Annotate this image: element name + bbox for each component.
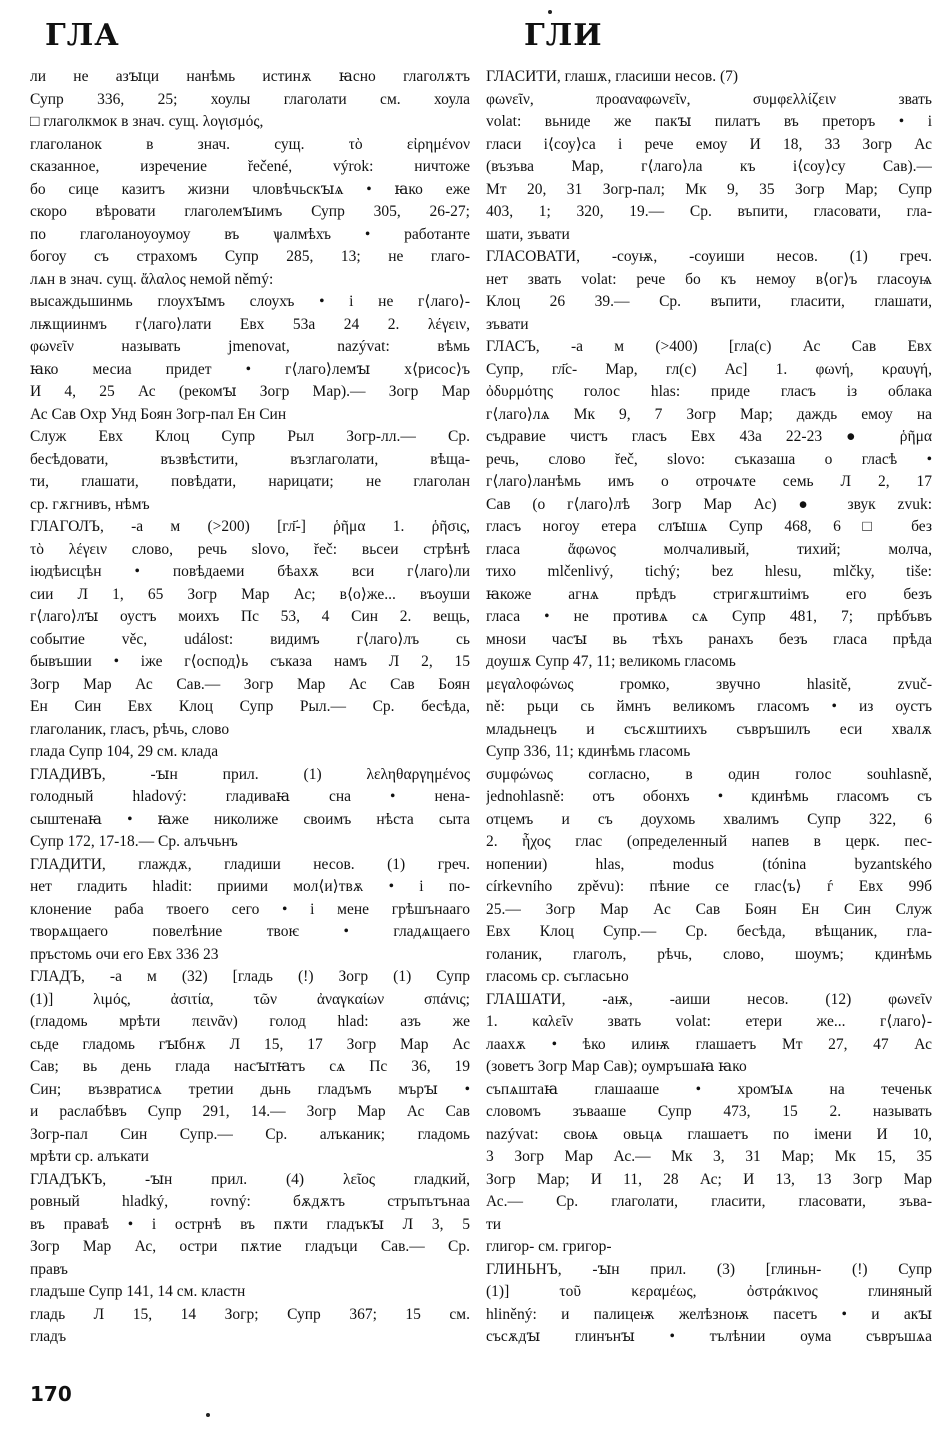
text-line: μεγαλοφώνως громко, звучно hlasitě, zvuč- — [486, 675, 932, 693]
text-line: Ас.— Ср. глаголати, гласити, гласовати, зъва- — [486, 1193, 932, 1210]
text-line: и раслабѣвъ Супр 291, 14.— Зогр Мар Ас Сав — [30, 1103, 470, 1120]
text-line: ně: рьци сь ймнъ великомъ гласомъ • из оустъ — [486, 698, 932, 715]
text-line: въ праваѣ • і острнѣ въ пѫти гладъкꙑ Л 3, 5 — [30, 1215, 470, 1233]
text-line: гласомь ср. съгласьно — [486, 968, 629, 985]
text-line: φωνεῖν, προαναφωνεῖν, συμφελλίζειν звать — [486, 90, 932, 108]
text-line: ровный hladký, rovný: бѫдѫтъ стръпътънаа — [30, 1193, 470, 1210]
text-line: Клоц 26 39.— Ср. въпити, гласити, глашати, — [486, 293, 932, 310]
text-line: гладъше Супр 141, 14 см. кластн — [30, 1283, 246, 1300]
text-line: нет гладить hladit: приими мол⟨и⟩твѫ • і по- — [30, 878, 470, 895]
text-line: církevního zpěvu): пѣние се глас⟨ъ⟩ ѓ Евх 99б — [486, 878, 932, 895]
text-line: Супр, гл҃с- Мар, гл(с) Ас] 1. φωνή, κραυγή, — [486, 360, 932, 378]
text-line: лѭщиинмъ г⟨лаго⟩лати Евх 53а 24 2. λέγειν, — [30, 315, 470, 333]
text-line: бесѣдовати, възвѣстити, възглаголати, вѣща- — [30, 450, 470, 468]
text-line: ти, глашати, повѣдати, нарицати; не глаголан — [30, 473, 470, 490]
text-line: гласа ἄφωνος молчаливый, тихий; молча, — [486, 540, 932, 558]
text-line: речь, слово řeč, slovo: съказаша о гласѣ • — [486, 450, 932, 468]
text-line: гладь Л 15, 14 Зогр; Супр 367; 15 см. — [30, 1305, 470, 1323]
print-speck — [548, 10, 552, 14]
text-line: зъвати — [486, 315, 529, 333]
text-line: ꙗко месиа придет • г⟨лаго⟩лемꙑ х⟨рисос⟩ъ — [30, 360, 470, 378]
text-line: Супр 336, 11; кдинѣмь гласомь — [486, 743, 691, 760]
text-line: ГЛАСИТИ, глашѫ, гласиши несов. (7) — [486, 68, 739, 85]
text-line: Ас Сав Охр Унд Боян Зогр-пал Ен Син — [30, 405, 287, 423]
text-line: лѧн в знач. сущ. ἄλαλος немой němý: — [30, 270, 274, 288]
text-line: τὸ λέγειν слово, речь slovo, řeč: вьсеи стрѣнѣ — [30, 540, 470, 558]
text-line: сказанное, изречение řečené, výrok: ничтоже — [30, 158, 470, 175]
text-line: φωνεῖν называть jmenovat, nazývat: вѣмь — [30, 338, 470, 355]
text-line: г⟨лаго⟩лѧ Мк 9, 7 Зогр Мар; даждь емоу на — [486, 405, 932, 423]
text-line: Зогр Мар Ас, остри пѫтие гладъци Сав.— Ср. — [30, 1238, 470, 1255]
text-line: сыштенаꙗ • ꙗже николиже своимъ нѣста сыта — [30, 810, 470, 828]
text-line: бывъшии • іже г⟨оспод⟩ь съказа намъ Л 2, 15 — [30, 653, 470, 670]
text-line: гладъ — [30, 1328, 67, 1345]
page-number: 170 — [30, 1382, 72, 1406]
text-line: Супр 336, 25; хоулы глаголати см. хоула — [30, 90, 470, 108]
text-line: нопении) hlas, modus (tónina byzantského — [486, 855, 932, 873]
text-line: съдравие чистъ гласъ Евх 43а 22-23 ● ῥῆμα — [486, 428, 932, 445]
text-line: шати, зъвати — [486, 225, 570, 243]
text-line: съсѫдꙑ глинънꙑ • тълѣнии оума съвръшѧа — [486, 1328, 932, 1345]
text-line: доушѫ Супр 47, 11; великомь гласомь — [486, 653, 736, 670]
text-line: нет звать volat: рече бо къ немоу в⟨ог⟩ъ гласоуѩ — [486, 270, 932, 288]
text-line: □ глаголкмок в знач. сущ. λογισμός, — [30, 113, 264, 130]
text-line: сии Л 1, 65 Зогр Мар Ас; в⟨о⟩же... въоуши — [30, 585, 470, 603]
print-speck — [206, 1413, 210, 1417]
text-line: 403, 1; 320, 19.— Ср. въпити, гласовати, гла- — [486, 203, 932, 220]
text-line: отцемъ и съ доухомь хвалимъ Супр 322, 6 — [486, 810, 932, 828]
text-line: гласъ ногоу етера слꙑшѧ Супр 468, 6 □ без — [486, 518, 932, 535]
text-line: συμφώνως согласно, в один голос souhlasně, — [486, 765, 932, 783]
text-line: Зогр-пал Син Супр.— Ср. алъканик; гладомь — [30, 1125, 470, 1143]
text-line: Син; възвратисѧ третии дьнь гладъмъ мърꙑ • — [30, 1080, 470, 1098]
text-line: nazývat: своѩ овьцѧ глашаетъ по імени И 10, — [486, 1125, 932, 1143]
text-line: ГЛАШАТИ, -аѭ, -аиши несов. (12) φωνεῖν — [486, 990, 932, 1008]
text-line: мноѕи часꙑ вь тѣхъ ранахъ безъ гласа прѣда — [486, 630, 932, 648]
text-line: Зогр Мар; И 11, 28 Ас; И 13, 13 Зогр Мар — [486, 1170, 932, 1188]
text-line: Зогр Мар Ас Сав.— Зогр Мар Ас Сав Боян — [30, 675, 470, 693]
text-line: 1. καλεῖν звать volat: етери же... г⟨лаго⟩- — [486, 1013, 932, 1030]
text-line: Супр 172, 17-18.— Ср. алъчьнъ — [30, 833, 238, 850]
text-line: ГЛАГОЛЪ, -а м (>200) [гл҃-] ῥῆμα 1. ῥῆσις, — [30, 518, 470, 535]
text-line: Сав (о г⟨лаго⟩лѣ Зогр Мар Ас) ● звук zvuk: — [486, 495, 932, 513]
text-line: hliněný: и палицеѭ желѣзноѭ пасетъ • и акꙑ — [486, 1305, 932, 1323]
text-line: 25.— Зогр Мар Ас Сав Боян Ен Син Служ — [486, 900, 932, 918]
text-line: голаник, глаголъ, рѣчь, слово, шоумъ; кдинѣмь — [486, 945, 932, 963]
text-line: (зоветъ Зогр Мар Сав); оумръшаꙗ ꙗко — [486, 1058, 747, 1075]
right-column — [486, 66, 932, 1349]
text-line: высаждьшинмь глоухꙑмъ слоухъ • і не г⟨лаго⟩- — [30, 293, 470, 310]
text-line: гласи і⟨соу⟩са і рече емоу И 18, 33 Зогр Ас — [486, 135, 932, 153]
text-line: ГЛАДЪ, -а м (32) [гладь (!) Зогр (1) Супр — [30, 968, 470, 985]
text-line: Мт 20, 31 Зогр-пал; Мк 9, 35 Зогр Мар; Супр — [486, 180, 932, 198]
text-line: ГЛИНЬНЪ, -ꙑн прил. (3) [глиньн- (!) Супр — [486, 1260, 932, 1278]
text-line: Сав; вь день глада насꙑтꙗтъ сѧ Пс 36, 19 — [30, 1058, 470, 1075]
text-line: (гладомь мрѣти πεινᾶν) голод hlad: азъ же — [30, 1013, 470, 1030]
left-column — [30, 66, 470, 1349]
text-line: ГЛАСЪ, -а м (>400) [гла(с) Ас Сав Евх — [486, 338, 932, 355]
running-head-left: ГЛА — [45, 18, 120, 53]
text-line: 3 Зогр Мар Ас.— Мк 3, 31 Мар; Мк 15, 35 — [486, 1148, 932, 1165]
text-line: съпѧштаꙗ глашааше • хромꙑѧ на теченьк — [486, 1080, 932, 1098]
text-line: клонение раба твоего сего • і мене грѣшънааго — [30, 900, 470, 918]
text-line: глада Супр 104, 29 см. клада — [30, 743, 219, 760]
text-line: Евх Клоц Супр.— Ср. бесѣда, вѣщаник, гла- — [486, 923, 932, 940]
text-line: (1)] λιμός, ἀσιτία, τῶν ἀναγκαίων σπάνις; — [30, 990, 470, 1008]
text-line: ГЛАДЪКЪ, -ꙑн прил. (4) λεῖος гладкий, — [30, 1170, 470, 1188]
text-line: jednohlasně: отъ обонхъ • кдинѣмь гласомъ съ — [486, 788, 932, 805]
text-line: г⟨лаго⟩ланѣмь имъ о отрочѧте семь Л 2, 17 — [486, 473, 932, 490]
text-line: ὀδυρμότης голос hlas: приде гласъ із облака — [486, 383, 932, 400]
text-line: ср. гѫгнивъ, нѣмъ — [30, 495, 150, 513]
text-line: ꙗкоже агнѧ прѣдъ стригѫштиімъ его безъ — [486, 585, 932, 603]
text-line: ти — [486, 1215, 502, 1233]
text-line: (възъва Мар, г⟨лаго⟩ла къ і⟨соу⟩су Сав).— — [486, 158, 932, 175]
text-line: глигор- см. григор- — [486, 1238, 612, 1255]
text-line: (1)] τοῦ κεραμέως, ὀστράκινος глиняный — [486, 1283, 932, 1300]
text-line: мрѣти ср. алъкати — [30, 1148, 149, 1165]
text-line: ГЛАДИВЪ, -ꙑн прил. (1) λεληθαργημένος — [30, 765, 470, 783]
text-line: тихо mlčenlivý, tichý; bez hlesu, mlčky, tiše: — [486, 563, 932, 580]
text-line: г⟨лаго⟩лꙑ оустъ моихъ Пс 53, 4 Син 2. вещь, — [30, 608, 470, 625]
text-line: гласа • не противѧ сѧ Супр 481, 7; прѣбъвъ — [486, 608, 932, 625]
text-line: событие věc, událost: видимъ г⟨лаго⟩лъ сь — [30, 630, 470, 648]
text-line: Служ Евх Клоц Супр Рыл Зогр-лл.— Ср. — [30, 428, 470, 445]
text-line: младьнецъ и съсѫштиихъ съвръшилъ еси хвалѫ — [486, 720, 932, 738]
text-line: по глаголаноуоумоу въ ѱалмѣхъ • работанте — [30, 225, 470, 243]
text-line: ГЛАДИТИ, глаждѫ, гладиши несов. (1) греч. — [30, 855, 470, 873]
text-line: богоу съ страхомъ Супр 285, 13; не глаго- — [30, 248, 470, 265]
text-line: глаголанок в знач. сущ. τὸ εἰρημένον — [30, 135, 470, 153]
text-line: лаахѫ • ѣко илиѭ глашаетъ Мт 27, 47 Ас — [486, 1035, 932, 1053]
text-line: сьде гладомь гꙑбнѫ Л 15, 17 Зогр Мар Ас — [30, 1035, 470, 1053]
text-line: И 4, 25 Ас (рекомꙑ Зогр Мар).— Зогр Мар — [30, 383, 470, 400]
text-line: творѧщаего повелѣние твоѥ • гладѧщаего — [30, 923, 470, 940]
text-line: словомъ зъвааше Супр 473, 15 2. называть — [486, 1103, 932, 1120]
text-line: глаголаник, гласъ, рѣчь, слово — [30, 720, 230, 738]
text-line: ли не азꙑци нанѣмь истинѫ ꙗсно глаголѫтъ — [30, 68, 470, 85]
text-line: volat: вьниде же пакꙑ пилатъ въ преторъ • і — [486, 113, 932, 130]
text-line: голодный hladový: гладиваꙗ сна • нена- — [30, 788, 470, 805]
text-line: ГЛАСОВАТИ, -соуѭ, -соуиши несов. (1) греч. — [486, 248, 932, 265]
text-line: скоро вѣровати глаголемꙑимъ Супр 305, 26-27; — [30, 203, 470, 220]
text-line: бо сице казитъ жизни чловѣчьскꙑѧ • ꙗко еже — [30, 180, 470, 198]
text-line: 2. ἦχος глас (определенный напев в церк. пес- — [486, 833, 932, 850]
running-head-right: ГЛИ — [524, 18, 603, 53]
text-line: пръстомь очи его Евх 336 23 — [30, 945, 219, 963]
text-line: правъ — [30, 1260, 68, 1278]
text-line: іюдѣисцѣн • повѣдаеми бѣахѫ вси г⟨лаго⟩ли — [30, 563, 470, 580]
text-line: Ен Син Евх Клоц Супр Рыл.— Ср. бесѣда, — [30, 698, 470, 715]
